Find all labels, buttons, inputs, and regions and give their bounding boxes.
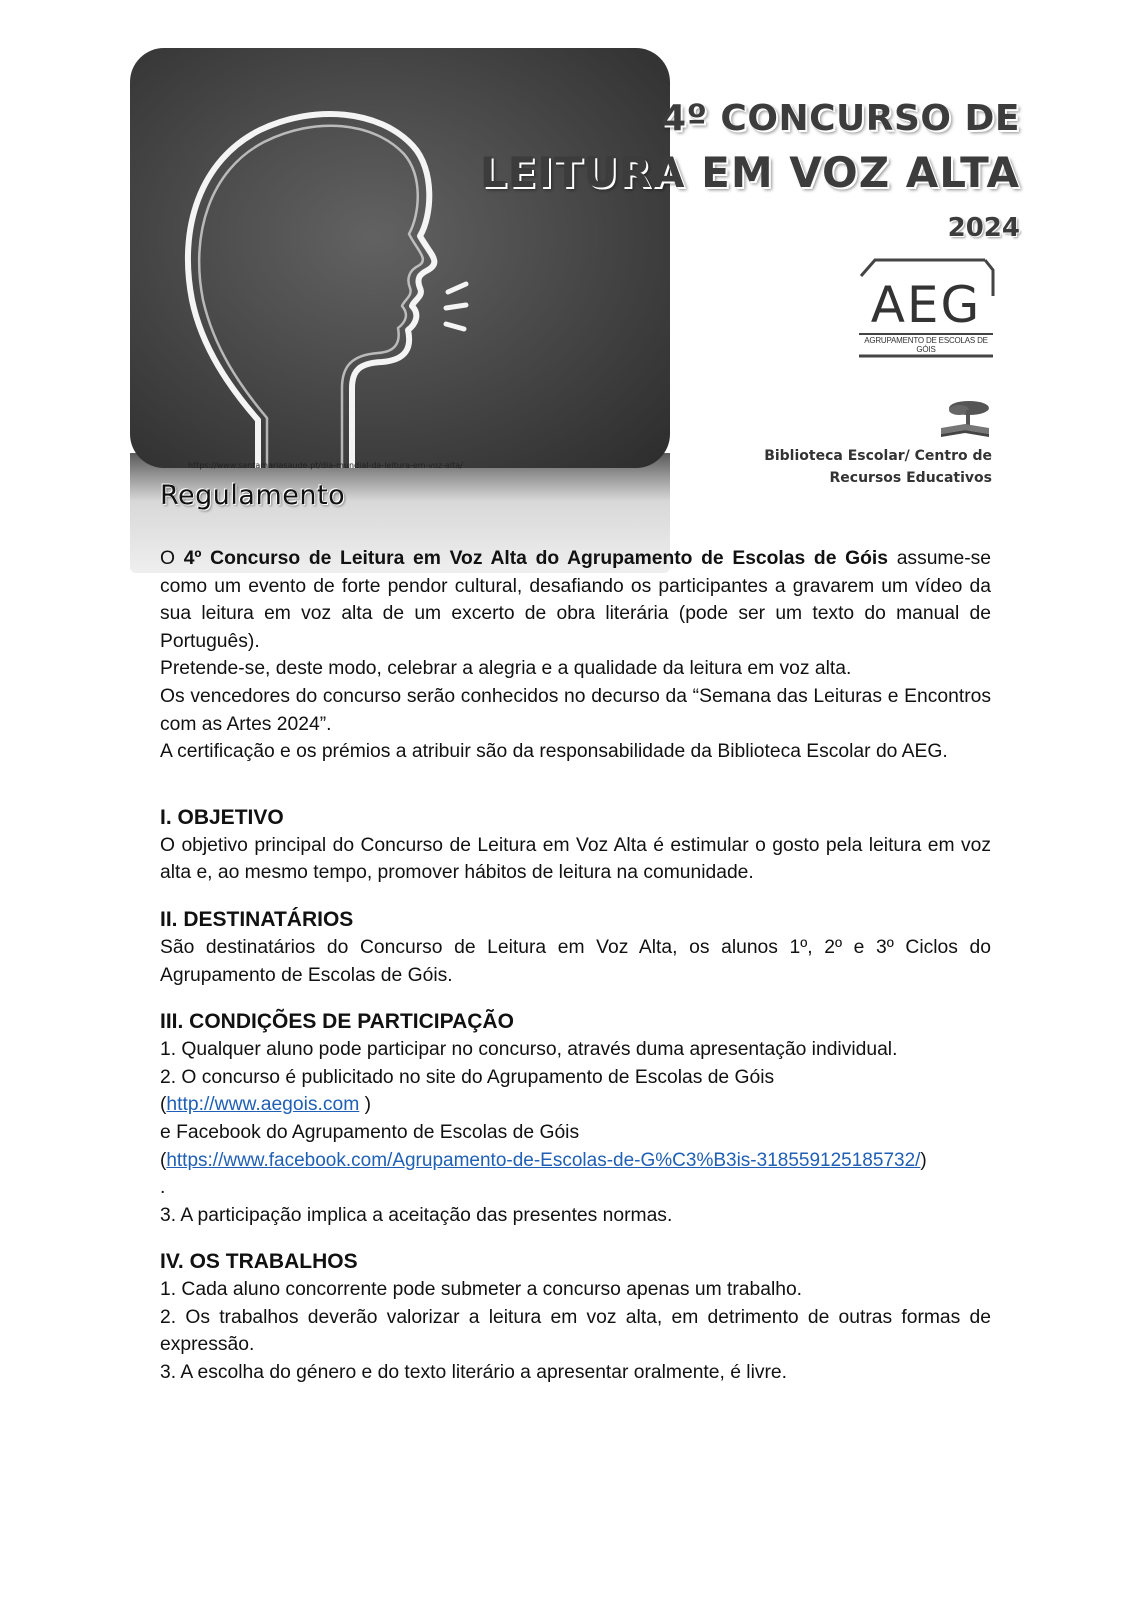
chalkboard-image — [130, 48, 670, 468]
intro-p1-start: O — [160, 548, 184, 569]
library-line2: Recursos Educativos — [829, 470, 992, 486]
section-heading: III. CONDIÇÕES DE PARTICIPAÇÃO — [160, 1010, 514, 1034]
aeg-logo-letters: AEG — [870, 276, 982, 334]
section-text: O objetivo principal do Concurso de Leitura em Voz Alta é estimular o gosto pela leitura em voz alta e, ao mesmo tempo, promover hábitos de leitura na comunidade. — [160, 834, 991, 884]
intro-paragraph-1 — [160, 545, 991, 655]
section-heading: I. OBJETIVO — [160, 805, 284, 829]
section-objetivo — [160, 804, 991, 887]
aeg-logo — [855, 256, 997, 364]
section-text: São destinatários do Concurso de Leitura em Voz Alta, os alunos 1º, 2º e 3º Ciclos do Agrupamento de Escolas de Góis. — [160, 936, 991, 986]
library-line1: Biblioteca Escolar/ Centro de — [764, 448, 992, 464]
list-item: 2. Os trabalhos deverão valorizar a leitura em voz alta, em detrimento de outras formas de expressão. — [160, 1306, 991, 1356]
list-item: 2. O concurso é publicitado no site do Agrupamento de Escolas de Góis — [160, 1066, 775, 1088]
fb-open-paren: ( — [160, 1149, 167, 1171]
header-banner — [130, 48, 1020, 523]
site-open-paren: ( — [160, 1094, 167, 1116]
fb-close-paren: ) — [920, 1149, 927, 1171]
intro-p1-rest: assume-se como um evento de forte pendor cultural, desafiando os participantes a gravarem um vídeo da sua leitura em voz alta de um excerto de obra literária (pode ser um texto do manual de Português). — [160, 548, 991, 652]
period-line: . — [160, 1177, 166, 1199]
contest-year: 2024 — [947, 213, 1020, 243]
intro-section — [160, 545, 991, 766]
intro-paragraph-3: Os vencedores do concurso serão conhecidos no decurso da “Semana das Leituras e Encontros com as Artes 2024”. — [160, 685, 991, 735]
section-heading: IV. OS TRABALHOS — [160, 1250, 358, 1274]
intro-p1-bold: 4º Concurso de Leitura em Voz Alta do Agrupamento de Escolas de Góis — [183, 548, 888, 569]
intro-paragraph-2: Pretende-se, deste modo, celebrar a alegria e a qualidade da leitura em voz alta. — [160, 658, 852, 680]
library-caption — [764, 445, 992, 489]
list-item: 1. Qualquer aluno pode participar no concurso, através duma apresentação individual. — [160, 1039, 898, 1061]
section-destinatarios — [160, 906, 991, 989]
section-condicoes — [160, 1008, 991, 1229]
site-link-line — [160, 1091, 991, 1119]
facebook-link[interactable]: https://www.facebook.com/Agrupamento-de-Escolas-de-G%C3%B3is-318559125185732/ — [166, 1149, 921, 1171]
section-trabalhos — [160, 1248, 991, 1386]
section-heading: II. DESTINATÁRIOS — [160, 907, 354, 931]
list-item: 3. A participação implica a aceitação das presentes normas. — [160, 1204, 673, 1226]
list-item: 1. Cada aluno concorrente pode submeter a concurso apenas um trabalho. — [160, 1279, 803, 1301]
contest-title-line1: 4º CONCURSO DE — [661, 98, 1020, 139]
regulamento-title: Regulamento — [160, 480, 346, 511]
list-item: 3. A escolha do género e do texto literário a apresentar oralmente, é livre. — [160, 1362, 788, 1384]
site-close-paren: ) — [359, 1094, 372, 1116]
speaking-head-icon — [130, 48, 670, 468]
facebook-text: e Facebook do Agrupamento de Escolas de Góis — [160, 1121, 580, 1143]
aegois-site-link[interactable]: http://www.aegois.com — [166, 1094, 360, 1116]
contest-title-line2: LEITURA EM VOZ ALTA — [479, 148, 1020, 197]
image-source-caption: https://www.santamariasaude.pt/dia-mundial-da-leitura-em-voz-alta/ — [188, 461, 463, 470]
facebook-link-line — [160, 1147, 991, 1175]
intro-paragraph-4: A certificação e os prémios a atribuir são da responsabilidade da Biblioteca Escolar do AEG. — [160, 741, 948, 763]
document-body — [160, 545, 991, 1387]
aeg-logo-subtitle: AGRUPAMENTO DE ESCOLAS DE GÓIS — [864, 336, 988, 354]
tree-book-icon — [935, 398, 995, 440]
